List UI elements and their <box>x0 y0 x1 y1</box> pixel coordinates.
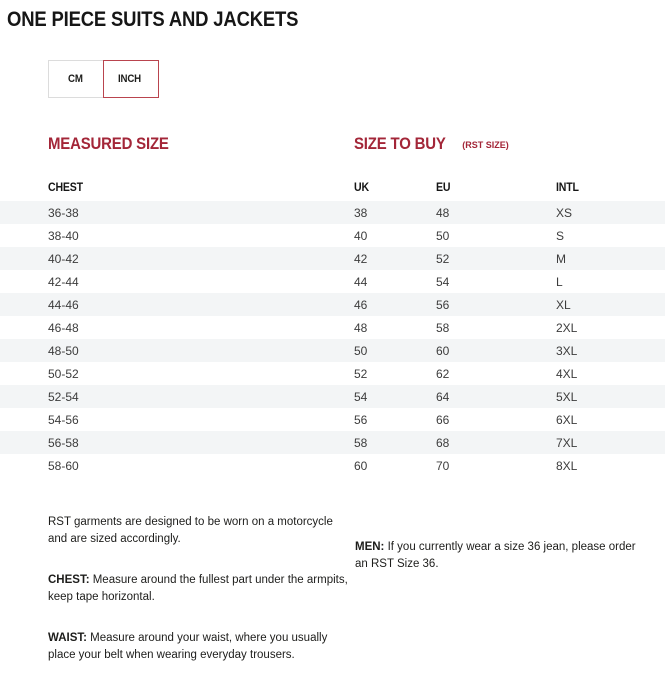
note-chest <box>48 572 350 606</box>
table-row <box>0 385 665 408</box>
note-waist <box>48 630 350 664</box>
column-header-chest-text: CHEST <box>48 180 83 194</box>
table-cell: M <box>556 251 566 266</box>
note-men <box>355 539 650 573</box>
table-row <box>0 339 665 362</box>
inch-button[interactable] <box>103 60 159 98</box>
table-cell: 38-40 <box>48 228 79 243</box>
table-cell: 40 <box>354 228 368 243</box>
note-rst-garments <box>48 514 350 548</box>
unit-toggle <box>48 60 159 98</box>
table-cell: 48 <box>436 205 450 220</box>
table-cell: XS <box>556 205 573 220</box>
cm-button[interactable] <box>48 60 104 98</box>
table-cell: 54 <box>354 389 368 404</box>
column-header-intl <box>556 180 665 194</box>
table-cell: 50-52 <box>48 366 79 381</box>
table-row <box>0 408 665 431</box>
table-cell: 6XL <box>556 412 578 427</box>
column-header-eu-text: EU <box>436 180 451 194</box>
size-table-body <box>0 201 665 477</box>
table-cell: 50 <box>436 228 450 243</box>
column-header-uk-text: UK <box>354 180 369 194</box>
table-cell: 5XL <box>556 389 578 404</box>
table-cell: 7XL <box>556 435 578 450</box>
column-header-uk <box>354 180 436 194</box>
table-row <box>0 431 665 454</box>
size-to-buy-heading <box>354 134 509 154</box>
table-cell: XL <box>556 297 571 312</box>
table-row <box>0 316 665 339</box>
table-cell: 40-42 <box>48 251 79 266</box>
table-cell: 70 <box>436 458 450 473</box>
table-cell: 52 <box>436 251 450 266</box>
table-cell: 58-60 <box>48 458 79 473</box>
table-cell: 56 <box>436 297 450 312</box>
notes-right-column <box>355 539 650 597</box>
table-cell: 56-58 <box>48 435 79 450</box>
note-men-text: If you currently wear a size 36 jean, please order an RST Size 36. <box>355 541 636 570</box>
cm-button-label: CM <box>67 73 83 85</box>
table-row <box>0 201 665 224</box>
table-cell: 54 <box>436 274 450 289</box>
table-cell: 48-50 <box>48 343 79 358</box>
table-cell: 4XL <box>556 366 578 381</box>
table-row <box>0 362 665 385</box>
note-men-label: MEN: <box>355 541 385 553</box>
section-headings <box>0 134 665 156</box>
table-cell: 58 <box>354 435 368 450</box>
table-cell: 44-46 <box>48 297 79 312</box>
table-cell: 64 <box>436 389 450 404</box>
table-row <box>0 293 665 316</box>
table-cell: S <box>556 228 565 243</box>
table-cell: 46-48 <box>48 320 79 335</box>
table-row <box>0 247 665 270</box>
column-header-chest <box>48 180 354 194</box>
table-cell: 56 <box>354 412 368 427</box>
table-cell: 42 <box>354 251 368 266</box>
table-cell: 8XL <box>556 458 578 473</box>
table-cell: 50 <box>354 343 368 358</box>
column-header-eu <box>436 180 556 194</box>
table-cell: 66 <box>436 412 450 427</box>
notes-left-column <box>48 514 350 688</box>
table-row <box>0 270 665 293</box>
table-cell: 48 <box>354 320 368 335</box>
table-cell: 54-56 <box>48 412 79 427</box>
table-cell: 46 <box>354 297 368 312</box>
size-table-header <box>0 176 665 198</box>
size-to-buy-heading-text: SIZE TO BUY <box>354 134 446 153</box>
table-cell: 62 <box>436 366 450 381</box>
table-cell: L <box>556 274 563 289</box>
table-cell: 58 <box>436 320 450 335</box>
table-cell: 60 <box>436 343 450 358</box>
table-cell: 68 <box>436 435 450 450</box>
page-title <box>7 8 338 32</box>
note-chest-text: Measure around the fullest part under the armpits, keep tape horizontal. <box>48 574 348 603</box>
table-cell: 52-54 <box>48 389 79 404</box>
measured-size-heading <box>48 134 185 154</box>
table-cell: 44 <box>354 274 368 289</box>
table-row <box>0 224 665 247</box>
inch-button-label: INCH <box>117 73 141 85</box>
table-cell: 60 <box>354 458 368 473</box>
note-rst-garments-text: RST garments are designed to be worn on a motorcycle and are sized accordingly. <box>48 516 333 545</box>
table-cell: 52 <box>354 366 368 381</box>
note-waist-text: Measure around your waist, where you usually place your belt when wearing everyday trousers. <box>48 632 328 661</box>
note-chest-label: CHEST: <box>48 574 90 586</box>
table-cell: 3XL <box>556 343 578 358</box>
measured-size-heading-text: MEASURED SIZE <box>48 134 169 153</box>
size-to-buy-suffix: (RST SIZE) <box>462 140 509 150</box>
table-cell: 2XL <box>556 320 578 335</box>
page-title-text: ONE PIECE SUITS AND JACKETS <box>7 8 299 31</box>
note-waist-label: WAIST: <box>48 632 87 644</box>
table-cell: 36-38 <box>48 205 79 220</box>
table-cell: 42-44 <box>48 274 79 289</box>
column-header-intl-text: INTL <box>556 180 579 194</box>
table-row <box>0 454 665 477</box>
table-cell: 38 <box>354 205 368 220</box>
